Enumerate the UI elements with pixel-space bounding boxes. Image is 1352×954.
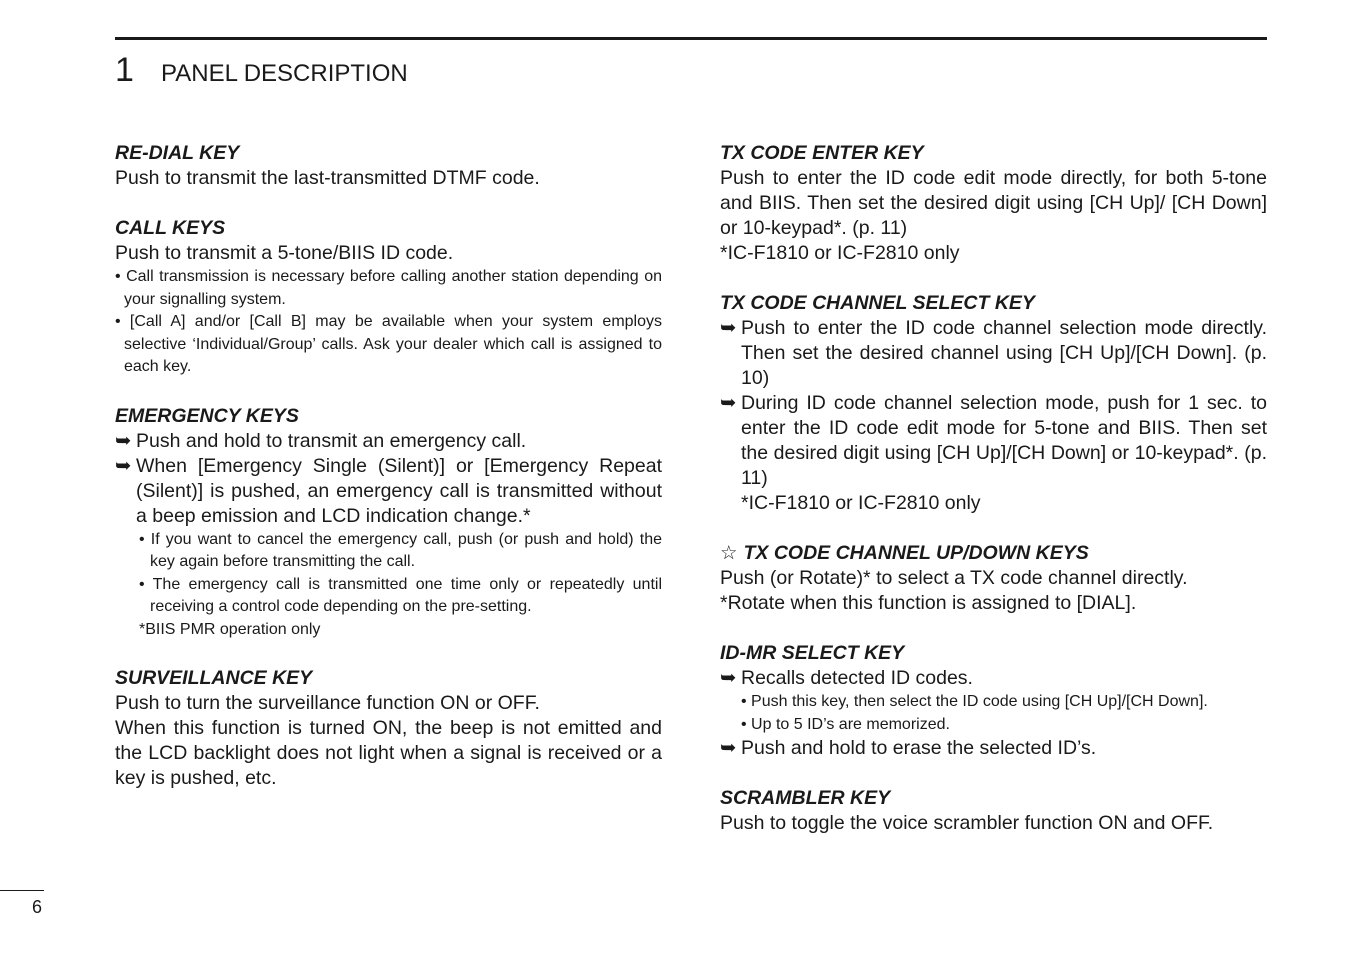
tx-code-enter-note: *IC-F1810 or IC-F2810 only [720, 242, 960, 264]
id-mr-section [720, 641, 1267, 761]
surveillance-section [115, 666, 662, 791]
id-mr-heading: ID-MR SELECT KEY [720, 642, 905, 664]
id-mr-item-text: Push and hold to erase the selected ID’s. [741, 737, 1097, 759]
tx-code-updown-section [720, 541, 1267, 616]
tx-code-enter-heading: TX CODE ENTER KEY [720, 142, 924, 164]
scrambler-section [720, 786, 1267, 836]
arrow-icon: ➥ [720, 317, 737, 339]
surveillance-heading: SURVEILLANCE KEY [115, 667, 313, 689]
call-keys-section [115, 216, 662, 379]
redial-section [115, 141, 662, 191]
tx-code-enter-text: Push to enter the ID code edit mode directly, for both 5-tone and BIIS. Then set the desired digit using [CH Up]/ [CH Down] or 10-keypad*. (p. 11) [720, 167, 1267, 239]
arrow-icon: ➥ [115, 429, 132, 452]
call-keys-bullet: • Call transmission is necessary before calling another station depending on your signalling system. [115, 268, 662, 308]
arrow-icon: ➥ [115, 454, 132, 477]
arrow-icon: ➥ [720, 737, 737, 759]
surveillance-text: Push to turn the surveillance function ON or OFF. [115, 692, 540, 714]
scrambler-text: Push to toggle the voice scrambler function ON and OFF. [720, 812, 1214, 834]
header-rule [115, 37, 1267, 40]
arrow-icon: ➥ [720, 392, 737, 414]
channel-select-item-text: Push to enter the ID code channel selection mode directly. Then set the desired channel using [CH Up]/[CH Down]. (p. 10) [741, 317, 1267, 389]
tx-code-updown-note: *Rotate when this function is assigned to [DIAL]. [720, 592, 1137, 614]
star-icon: ☆ [720, 542, 738, 564]
emergency-item-text: Push and hold to transmit an emergency call. [136, 429, 527, 452]
tx-code-enter-section [720, 141, 1267, 266]
tx-code-channel-select-section [720, 291, 1267, 516]
id-mr-item [720, 666, 1267, 691]
emergency-note: *BIIS PMR operation only [139, 620, 321, 638]
redial-heading: RE-DIAL KEY [115, 142, 240, 164]
id-mr-item [720, 736, 1267, 761]
id-mr-sub-bullet: • Up to 5 ID’s are memorized. [741, 715, 950, 733]
emergency-item [115, 429, 662, 454]
surveillance-text: When this function is turned ON, the beep is not emitted and the LCD backlight does not light when a signal is received or a key is pushed, etc. [115, 717, 662, 789]
id-mr-item-text: Recalls detected ID codes. [741, 667, 973, 689]
emergency-sub-bullet: • If you want to cancel the emergency call, push (or push and hold) the key again before transmitting the call. [139, 530, 662, 570]
channel-select-note: *IC-F1810 or IC-F2810 only [741, 492, 981, 514]
emergency-heading: EMERGENCY KEYS [115, 404, 299, 427]
tx-code-updown-title: TX CODE CHANNEL UP/DOWN KEYS [743, 542, 1089, 564]
emergency-item [115, 454, 662, 529]
call-keys-heading: CALL KEYS [115, 217, 226, 239]
call-keys-bullet: • [Call A] and/or [Call B] may be available when your system employs selective ‘Individual/Group’ calls. Ask your dealer which call is assigned to each key. [115, 313, 662, 375]
arrow-icon: ➥ [720, 667, 737, 689]
chapter-number: 1 [115, 51, 134, 89]
emergency-item-text: When [Emergency Single (Silent)] or [Emergency Repeat (Silent)] is pushed, an emergency call is transmitted without a beep emission and LCD indication change.* [136, 454, 662, 527]
channel-select-item-text: During ID code channel selection mode, push for 1 sec. to enter the ID code edit mode for 5-tone and BIIS. Then set the desired digit using [CH Up]/[CH Down] or 10-keypad*. (p. 11) [741, 392, 1267, 489]
chapter-title: PANEL DESCRIPTION [161, 60, 408, 87]
tx-code-updown-text: Push (or Rotate)* to select a TX code channel directly. [720, 567, 1188, 589]
right-column [720, 141, 1267, 861]
redial-text: Push to transmit the last-transmitted DTMF code. [115, 167, 540, 189]
channel-select-item [720, 391, 1267, 491]
call-keys-text: Push to transmit a 5-tone/BIIS ID code. [115, 242, 454, 264]
emergency-section [115, 404, 662, 642]
tx-code-channel-select-heading: TX CODE CHANNEL SELECT KEY [720, 292, 1035, 314]
emergency-sub-bullet: • The emergency call is transmitted one time only or repeatedly until receiving a control code depending on the pre-setting. [139, 575, 662, 615]
tx-code-updown-heading [720, 541, 1267, 566]
id-mr-sub-bullet: • Push this key, then select the ID code using [CH Up]/[CH Down]. [741, 693, 1208, 710]
footer-rule [0, 890, 44, 891]
scrambler-heading: SCRAMBLER KEY [720, 787, 891, 809]
page-number: 6 [32, 897, 43, 917]
channel-select-item [720, 316, 1267, 391]
left-column [115, 141, 662, 816]
